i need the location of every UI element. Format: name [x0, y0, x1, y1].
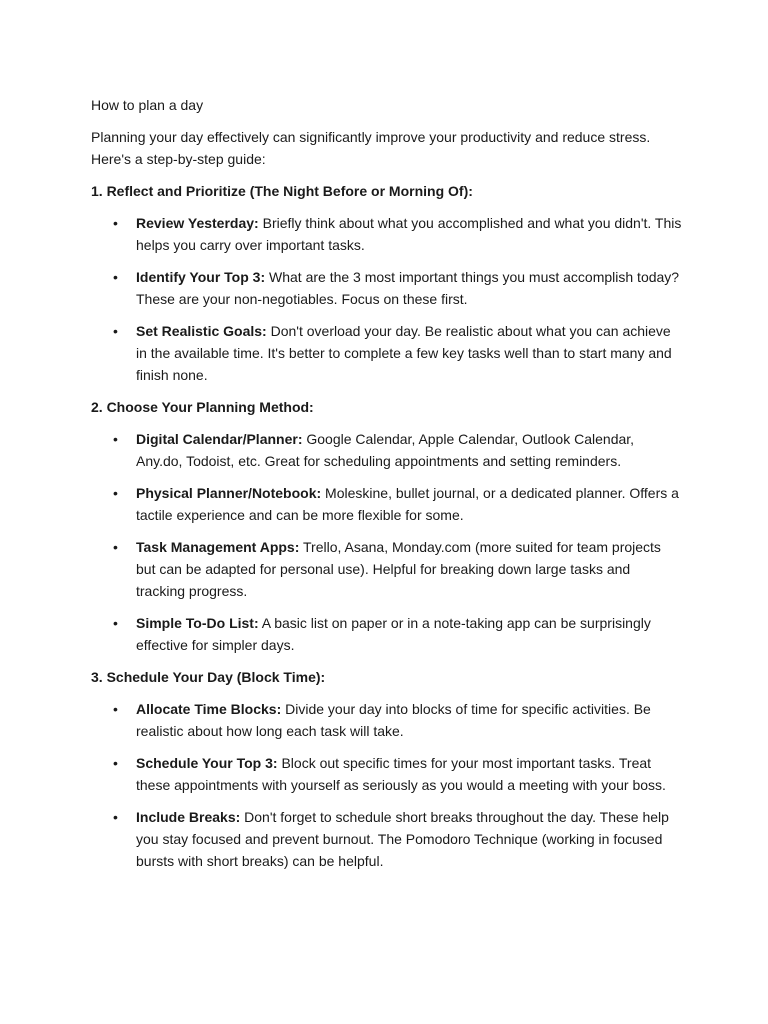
list-item	[91, 320, 682, 386]
bullet-icon: •	[113, 323, 118, 339]
list-item	[91, 428, 682, 472]
bullet-icon: •	[113, 615, 118, 631]
bullet-icon: •	[113, 755, 118, 771]
item-text: A basic list on paper or in a note-taking app can be surprisingly effective for simpler days.	[136, 615, 651, 653]
item-term: Include Breaks:	[136, 809, 241, 825]
item-term: Allocate Time Blocks:	[136, 701, 282, 717]
item-term: Physical Planner/Notebook:	[136, 485, 322, 501]
bullet-icon: •	[113, 485, 118, 501]
intro-paragraph: Planning your day effectively can significantly improve your productivity and reduce stress. Here's a step-by-step guide:	[91, 129, 651, 167]
item-term: Simple To-Do List:	[136, 615, 259, 631]
list-item	[91, 806, 682, 872]
item-term: Review Yesterday:	[136, 215, 259, 231]
section-list-schedule	[91, 698, 682, 872]
item-text: What are the 3 most important things you must accomplish today? These are your non-negotiables. Focus on these first.	[136, 269, 680, 307]
list-item	[91, 536, 682, 602]
list-item	[91, 612, 682, 656]
section-list-method	[91, 428, 682, 656]
item-text: Trello, Asana, Monday.com (more suited for team projects but can be adapted for personal use). Helpful for breaking down large tasks and tracking progress.	[136, 539, 661, 599]
item-text: Block out specific times for your most important tasks. Treat these appointments with yourself as seriously as you would a meeting with your boss.	[136, 755, 666, 793]
item-term: Set Realistic Goals:	[136, 323, 267, 339]
list-item	[91, 752, 682, 796]
bullet-icon: •	[113, 701, 118, 717]
list-item	[91, 698, 682, 742]
item-text: Divide your day into blocks of time for specific activities. Be realistic about how long each task will take.	[136, 701, 651, 739]
bullet-icon: •	[113, 269, 118, 285]
item-text: Briefly think about what you accomplished and what you didn't. This helps you carry over important tasks.	[136, 215, 682, 253]
item-term: Digital Calendar/Planner:	[136, 431, 303, 447]
item-text: Google Calendar, Apple Calendar, Outlook Calendar, Any.do, Todoist, etc. Great for scheduling appointments and setting reminders.	[136, 431, 635, 469]
list-item	[91, 212, 682, 256]
document-title: How to plan a day	[91, 97, 204, 113]
item-term: Task Management Apps:	[136, 539, 300, 555]
item-term: Identify Your Top 3:	[136, 269, 266, 285]
item-text: Don't forget to schedule short breaks throughout the day. These help you stay focused and prevent burnout. The Pomodoro Technique (working in focused bursts with short breaks) can be helpful.	[136, 809, 669, 869]
section-heading-reflect: 1. Reflect and Prioritize (The Night Before or Morning Of):	[91, 183, 473, 199]
list-item	[91, 266, 682, 310]
section-heading-method: 2. Choose Your Planning Method:	[91, 399, 314, 415]
bullet-icon: •	[113, 539, 118, 555]
section-heading-schedule: 3. Schedule Your Day (Block Time):	[91, 669, 326, 685]
item-text: Moleskine, bullet journal, or a dedicated planner. Offers a tactile experience and can be more flexible for some.	[136, 485, 679, 523]
bullet-icon: •	[113, 215, 118, 231]
list-item	[91, 482, 682, 526]
bullet-icon: •	[113, 809, 118, 825]
item-term: Schedule Your Top 3:	[136, 755, 278, 771]
item-text: Don't overload your day. Be realistic about what you can achieve in the available time. It's better to complete a few key tasks well than to start many and finish none.	[136, 323, 672, 383]
bullet-icon: •	[113, 431, 118, 447]
section-list-reflect	[91, 212, 682, 386]
